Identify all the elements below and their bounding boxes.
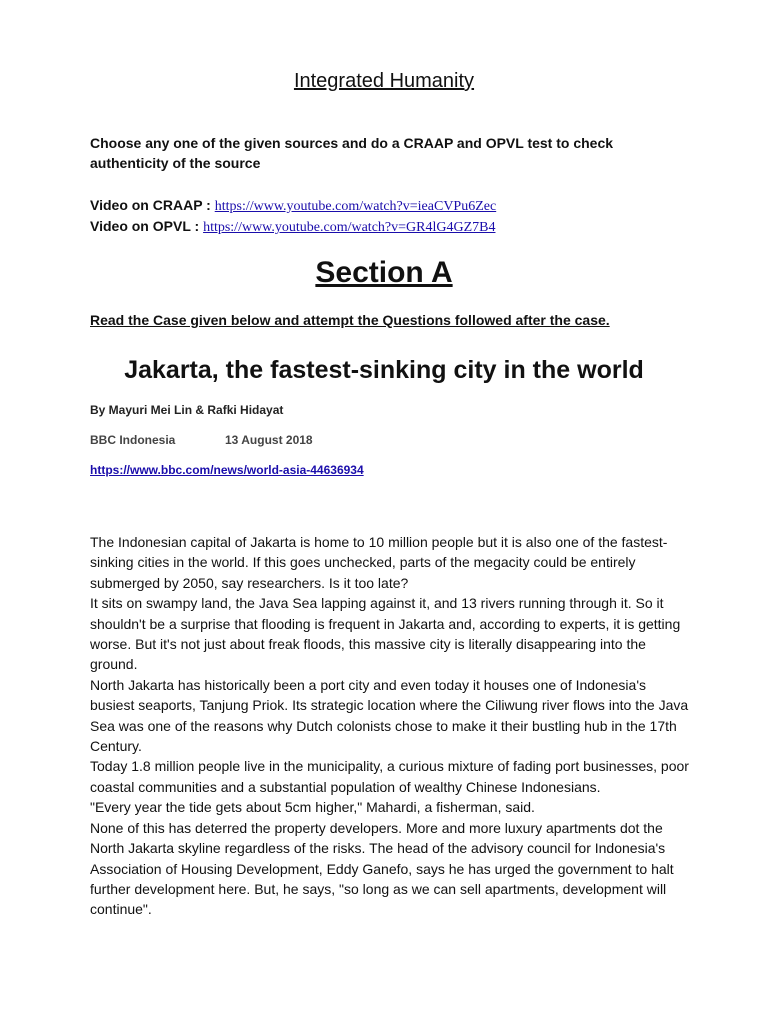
article-headline: Jakarta, the fastest-sinking city in the world (124, 356, 644, 384)
article-source-row (90, 433, 313, 447)
article-byline: By Mayuri Mei Lin & Rafki Hidayat (90, 403, 284, 417)
article-date: 13 August 2018 (225, 433, 313, 447)
instructions-text: Choose any one of the given sources and do a CRAAP and OPVL test to check authenticity of the source (90, 135, 614, 171)
article-paragraph: "Every year the tide gets about 5cm higher," Mahardi, a fisherman, said. (90, 799, 535, 816)
article-body (90, 532, 690, 920)
section-heading: Section A (315, 256, 453, 289)
article-source: BBC Indonesia (90, 433, 176, 447)
video-opvl-link[interactable]: https://www.youtube.com/watch?v=GR4lG4GZ7B4 (203, 220, 496, 235)
article-paragraph: North Jakarta has historically been a port city and even today it houses one of Indonesia's busiest seaports, Tanjung Priok. Its strategic location where the Ciliwung river flows into the Java Sea was one of the reasons why Dutch colonists chose to make it their bustling hub in the 17th Century. (90, 676, 689, 755)
article-link[interactable]: https://www.bbc.com/news/world-asia-44636934 (90, 463, 364, 477)
article-paragraph: It sits on swampy land, the Java Sea lapping against it, and 13 rivers running through it. So it shouldn't be a surprise that flooding is frequent in Jakarta and, according to experts, it is getting worse. But it's not just about freak floods, this massive city is literally disappearing into the ground. (90, 595, 681, 673)
read-case-instruction: Read the Case given below and attempt the Questions followed after the case. (90, 312, 610, 328)
document-title: Integrated Humanity (293, 70, 475, 92)
article-paragraph: None of this has deterred the property developers. More and more luxury apartments dot the North Jakarta skyline regardless of the risks. The head of the advisory council for Indonesia's Association of Housing Development, Eddy Ganefo, says he has urged the government to halt further development here. But, he says, "so long as we can sell apartments, development will continue". (90, 819, 674, 918)
video-craap-link[interactable]: https://www.youtube.com/watch?v=ieaCVPu6Zec (214, 199, 497, 214)
article-paragraph: Today 1.8 million people live in the municipality, a curious mixture of fading port businesses, poor coastal communities and a substantial population of wealthy Chinese Indonesians. (90, 758, 689, 795)
video-opvl-line (90, 216, 495, 238)
video-opvl-label: Video on OPVL : (90, 218, 200, 234)
video-craap-label: Video on CRAAP : (90, 197, 211, 213)
article-paragraph: The Indonesian capital of Jakarta is home to 10 million people but it is also one of the fastest-sinking cities in the world. If this goes unchecked, parts of the megacity could be entirely submerged by 2050, say researchers. Is it too late? (90, 534, 668, 591)
video-craap-line (90, 195, 496, 217)
